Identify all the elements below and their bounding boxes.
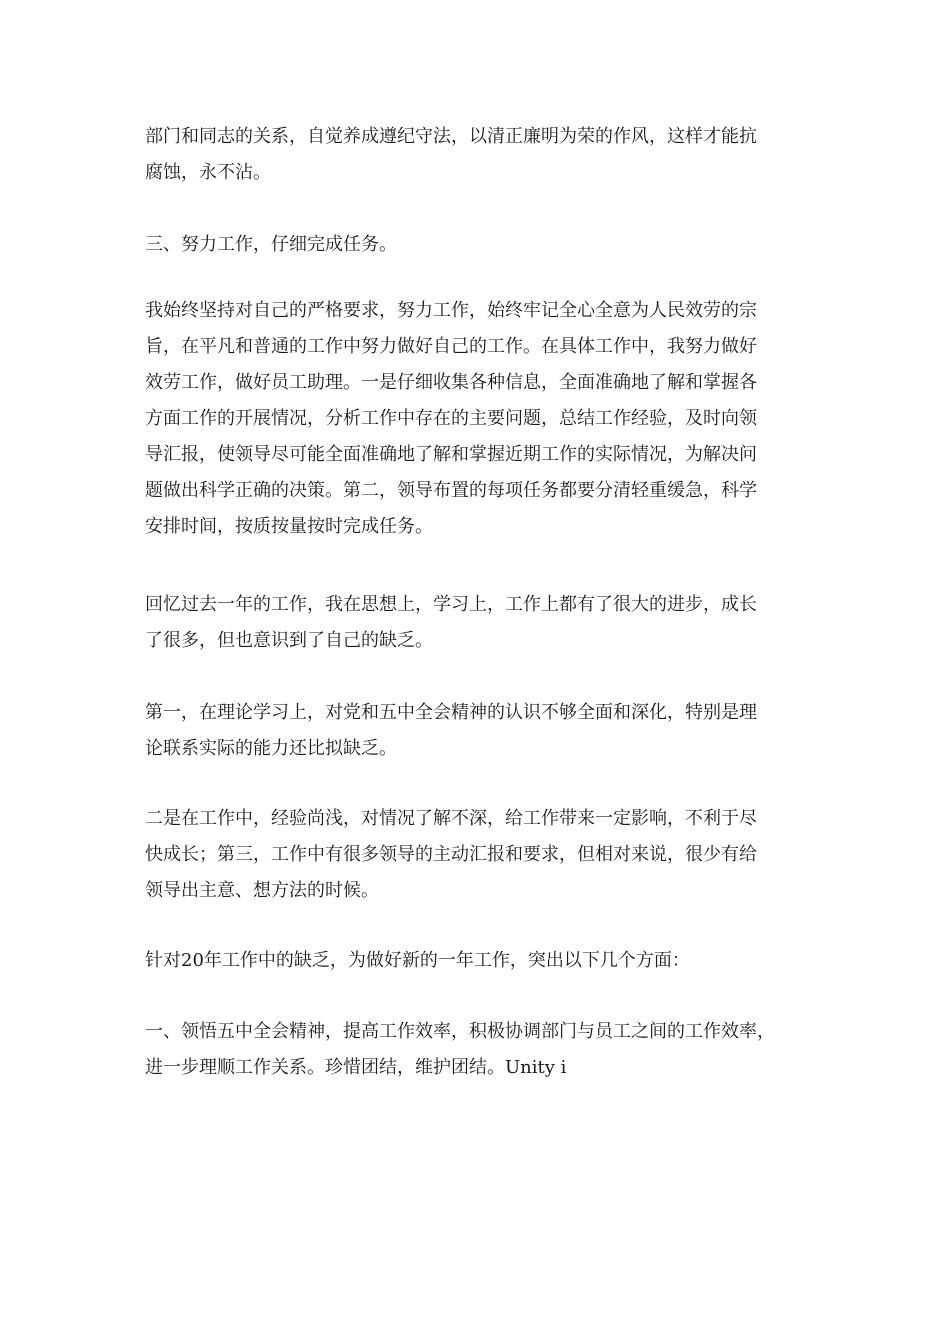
paragraph-line: 方面工作的开展情况，分析工作中存在的主要问题，总结工作经验，及时向领 <box>145 408 757 429</box>
paragraph-line: 腐蚀，永不沾。 <box>145 162 271 183</box>
paragraph-line: 旨，在平凡和普通的工作中努力做好自己的工作。在具体工作中，我努力做好 <box>145 336 757 357</box>
paragraph-line: 部门和同志的关系，自觉养成遵纪守法，以清正廉明为荣的作风，这样才能抗 <box>145 126 757 147</box>
paragraph-shortcoming-two <box>145 801 810 909</box>
paragraph-plan-intro <box>145 943 810 979</box>
paragraph-line: 回忆过去一年的工作，我在思想上，学习上，工作上都有了很大的进步，成长 <box>145 594 757 615</box>
paragraph-integrity <box>145 119 810 191</box>
heading-line: 三、努力工作，仔细完成任务。 <box>145 234 397 255</box>
paragraph-line: 导汇报，使领导尽可能全面准确地了解和掌握近期工作的实际情况，为解决问 <box>145 444 757 465</box>
paragraph-line: 我始终坚持对自己的严格要求，努力工作，始终牢记全心全意为人民效劳的宗 <box>145 300 757 321</box>
paragraph-line: 安排时间，按质按量按时完成任务。 <box>145 516 433 537</box>
paragraph-line: 论联系实际的能力还比拟缺乏。 <box>145 738 397 759</box>
paragraph-line: 二是在工作中，经验尚浅，对情况了解不深，给工作带来一定影响，不利于尽 <box>145 808 757 829</box>
paragraph-line: 针对20年工作中的缺乏，为做好新的一年工作，突出以下几个方面： <box>145 950 690 971</box>
paragraph-line: 快成长；第三，工作中有很多领导的主动汇报和要求，但相对来说，很少有给 <box>145 844 757 865</box>
paragraph-line: 题做出科学正确的决策。第二，领导布置的每项任务都要分清轻重缓急，科学 <box>145 480 757 501</box>
paragraph-line: 第一，在理论学习上，对党和五中全会精神的认识不够全面和深化，特别是理 <box>145 702 757 723</box>
paragraph-line: 了很多，但也意识到了自己的缺乏。 <box>145 630 433 651</box>
paragraph-review <box>145 587 810 659</box>
paragraph-line: 一、领悟五中全会精神，提高工作效率，积极协调部门与员工之间的工作效率， <box>145 1021 775 1042</box>
paragraph-plan-one <box>145 1014 810 1086</box>
paragraph-line: 领导出主意、想方法的时候。 <box>145 880 379 901</box>
paragraph-shortcoming-one <box>145 695 810 767</box>
paragraph-line: 进一步理顺工作关系。珍惜团结，维护团结。Unity i <box>145 1057 567 1078</box>
paragraph-line: 效劳工作，做好员工助理。一是仔细收集各种信息，全面准确地了解和掌握各 <box>145 372 757 393</box>
paragraph-work-duties <box>145 293 810 545</box>
section-heading-three <box>145 227 810 263</box>
